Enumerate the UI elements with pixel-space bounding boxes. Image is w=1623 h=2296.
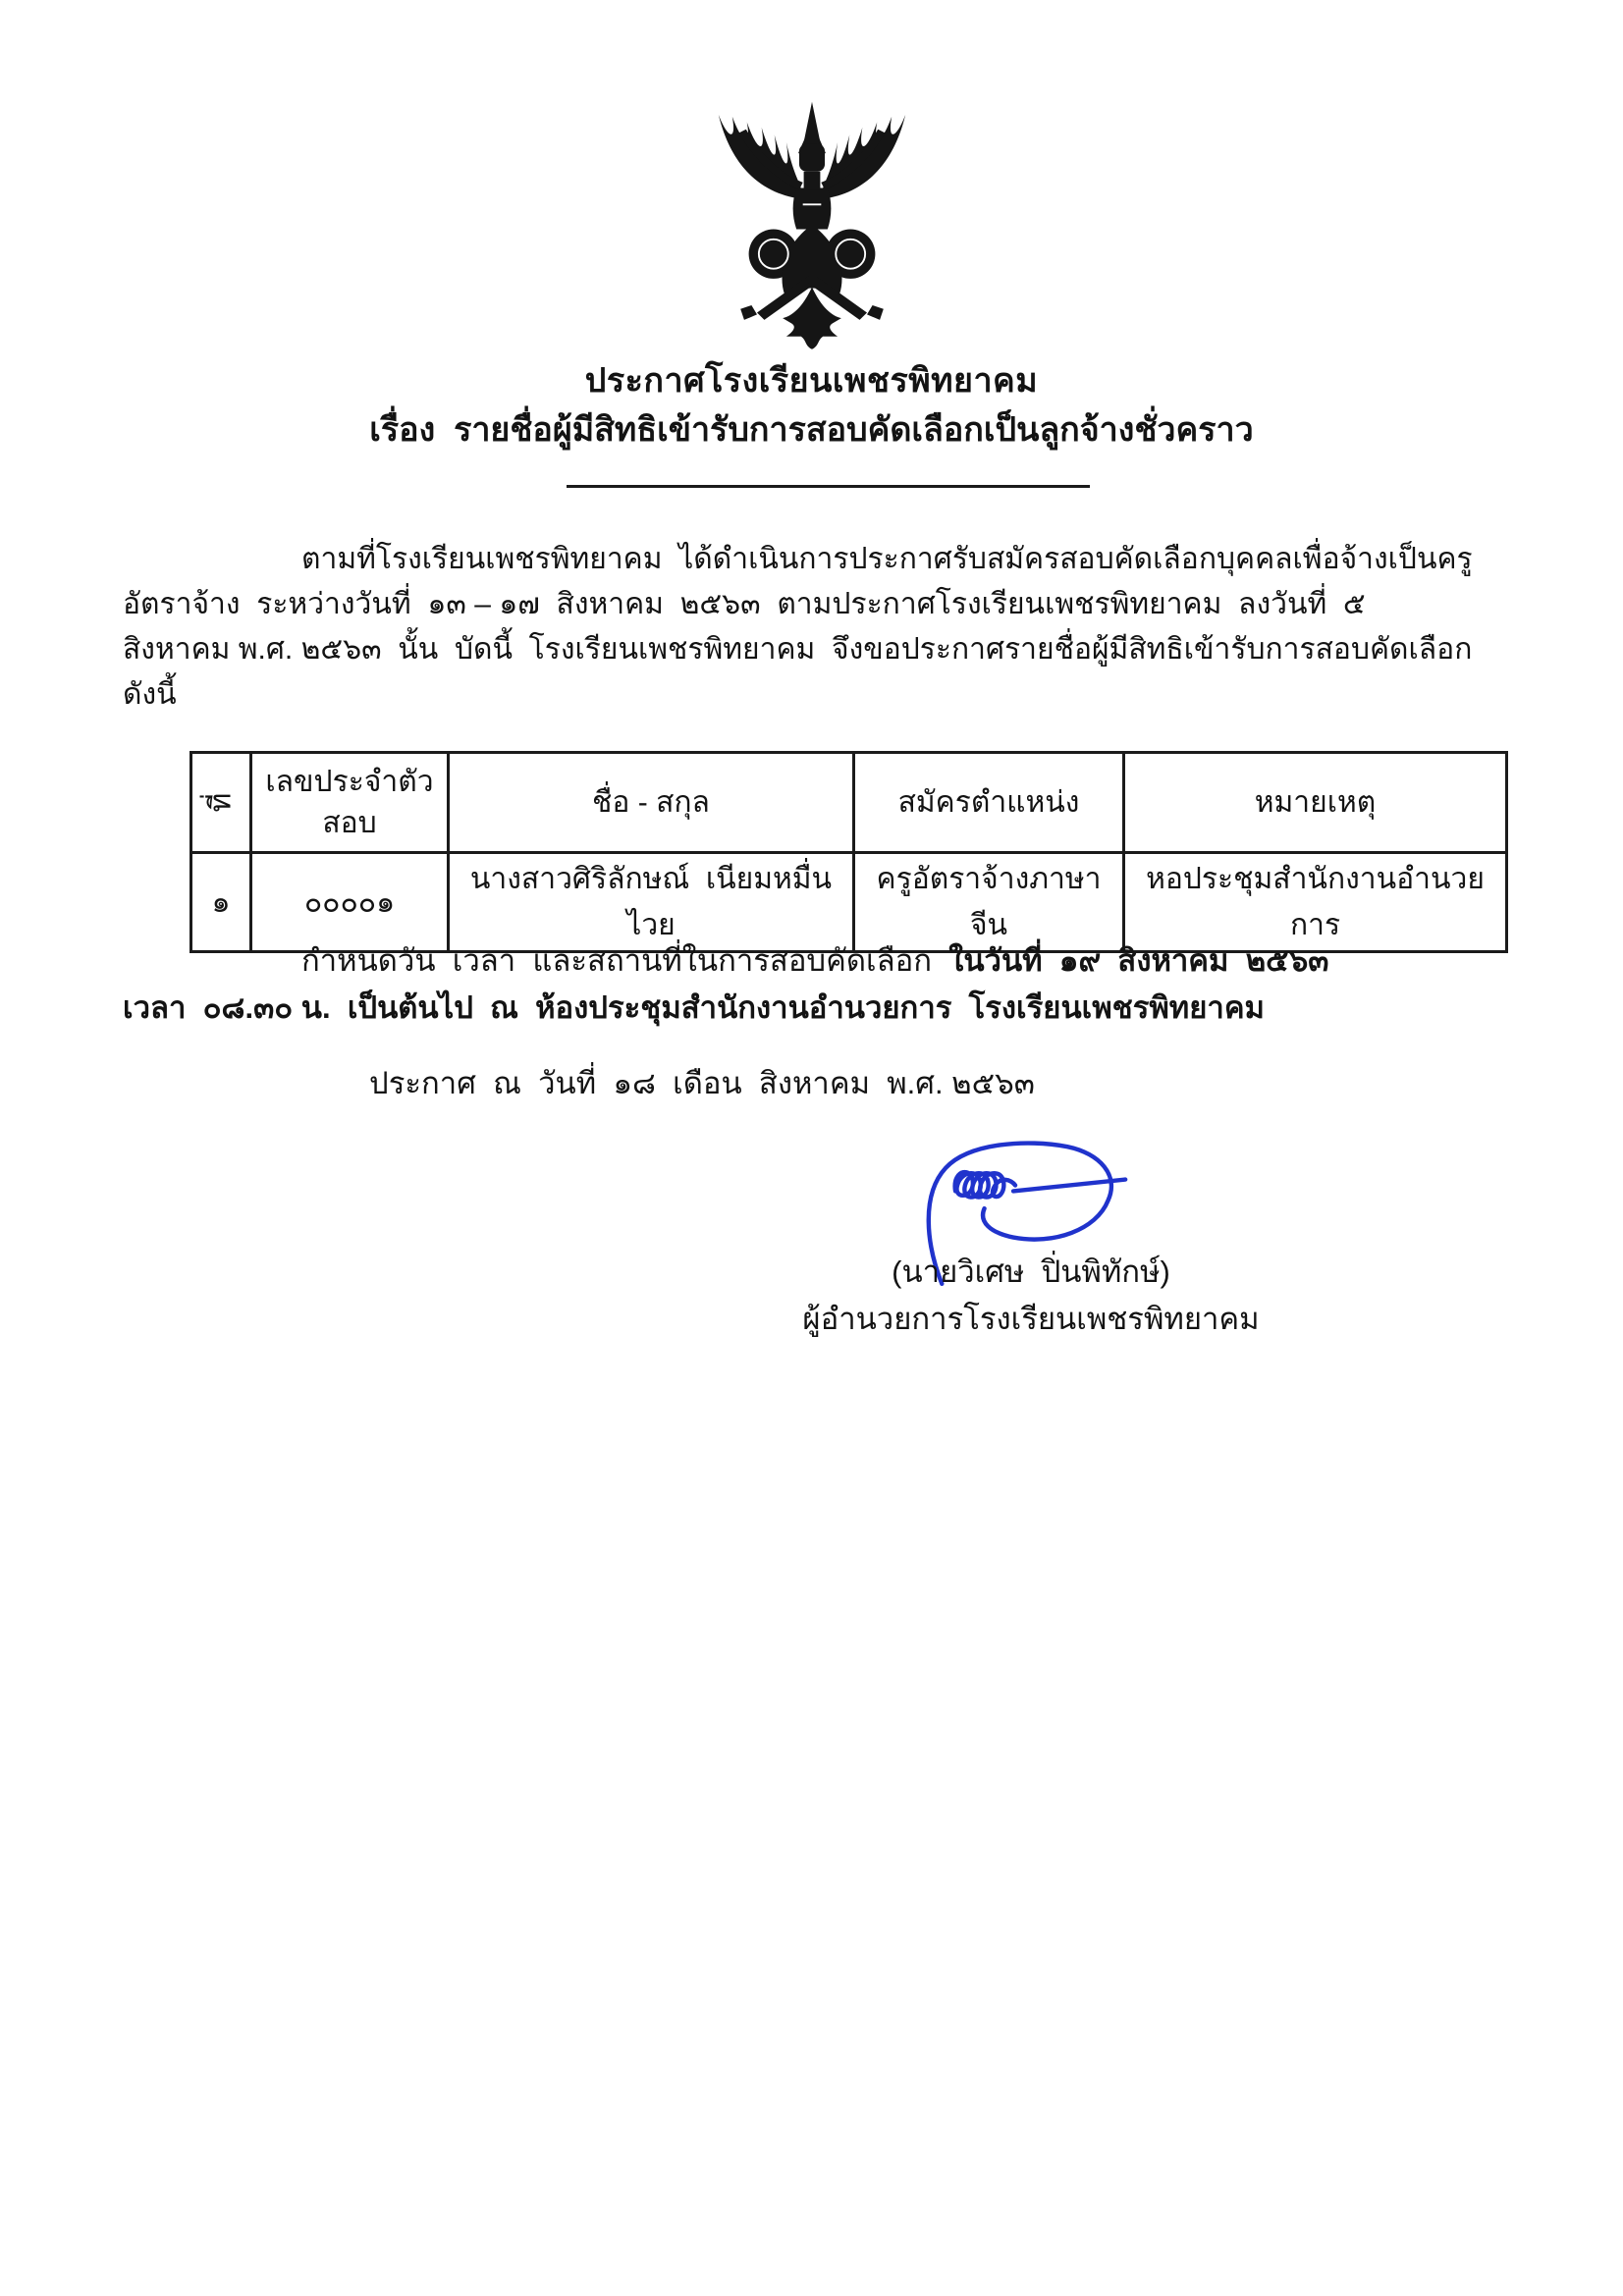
garuda-emblem-icon	[675, 96, 949, 354]
schedule-line-2: เวลา ๐๘.๓๐ น. เป็นต้นไป ณ ห้องประชุมสำนักงานอำนวยการ โรงเรียนเพชรพิทยาคม	[123, 990, 1265, 1025]
cell-no: ๑	[191, 853, 251, 952]
column-header-remark: หมายเหตุ	[1124, 753, 1507, 853]
cell-exam-id: ๐๐๐๐๑	[251, 853, 449, 952]
column-header-exam-id	[251, 753, 449, 853]
signature-block	[736, 1249, 1325, 1343]
cell-position: ครูอัตราจ้างภาษาจีน	[854, 853, 1124, 952]
cell-name: นางสาวศิริลักษณ์ เนียมหมื่นไวย	[449, 853, 854, 952]
column-header-exam-id-line1: เลขประจำตัว	[265, 765, 434, 798]
opening-paragraph	[123, 537, 1489, 718]
schedule-paragraph	[123, 937, 1489, 1032]
table-header-row	[191, 753, 1507, 853]
candidates-table	[189, 751, 1508, 953]
paragraph-line: ตามที่โรงเรียนเพชรพิทยาคม ได้ดำเนินการประกาศรับสมัครสอบคัดเลือกบุคคลเพื่อจ้างเป็นครู	[301, 543, 1473, 575]
announcement-date: ประกาศ ณ วันที่ ๑๘ เดือน สิงหาคม พ.ศ. ๒๕๖๓	[369, 1066, 1035, 1100]
paragraph-line: สิงหาคม พ.ศ. ๒๕๖๓ นั้น บัดนี้ โรงเรียนเพชรพิทยาคม จึงขอประกาศรายชื่อผู้มีสิทธิเข้ารับการสอบคัดเลือก	[123, 633, 1473, 666]
document-title: ประกาศโรงเรียนเพชรพิทยาคม	[584, 362, 1039, 400]
column-header-no-label: ที่	[204, 792, 238, 813]
column-header-no	[191, 753, 251, 853]
column-header-exam-id-line2: สอบ	[322, 806, 377, 839]
schedule-text-normal: กำหนดวัน เวลา และสถานที่ในการสอบคัดเลือก	[301, 943, 949, 978]
schedule-line-1	[123, 937, 1489, 985]
column-header-name: ชื่อ - สกุล	[449, 753, 854, 853]
paragraph-line: อัตราจ้าง ระหว่างวันที่ ๑๓ – ๑๗ สิงหาคม ๒๕๖๓ ตามประกาศโรงเรียนเพชรพิทยาคม ลงวันที่ ๕	[123, 588, 1366, 620]
column-header-position: สมัครตำแหน่ง	[854, 753, 1124, 853]
signer-name: (นายวิเศษ ปิ่นพิทักษ์)	[892, 1255, 1170, 1289]
title-divider-line	[567, 485, 1090, 488]
document-subject: เรื่อง รายชื่อผู้มีสิทธิเข้ารับการสอบคัดเลือกเป็นลูกจ้างชั่วคราว	[369, 411, 1254, 449]
paragraph-line: ดังนี้	[123, 678, 177, 711]
schedule-date-bold: ในวันที่ ๑๙ สิงหาคม ๒๕๖๓	[948, 943, 1329, 978]
cell-remark: หอประชุมสำนักงานอำนวยการ	[1124, 853, 1507, 952]
signer-title: ผู้อำนวยการโรงเรียนเพชรพิทยาคม	[802, 1302, 1260, 1336]
